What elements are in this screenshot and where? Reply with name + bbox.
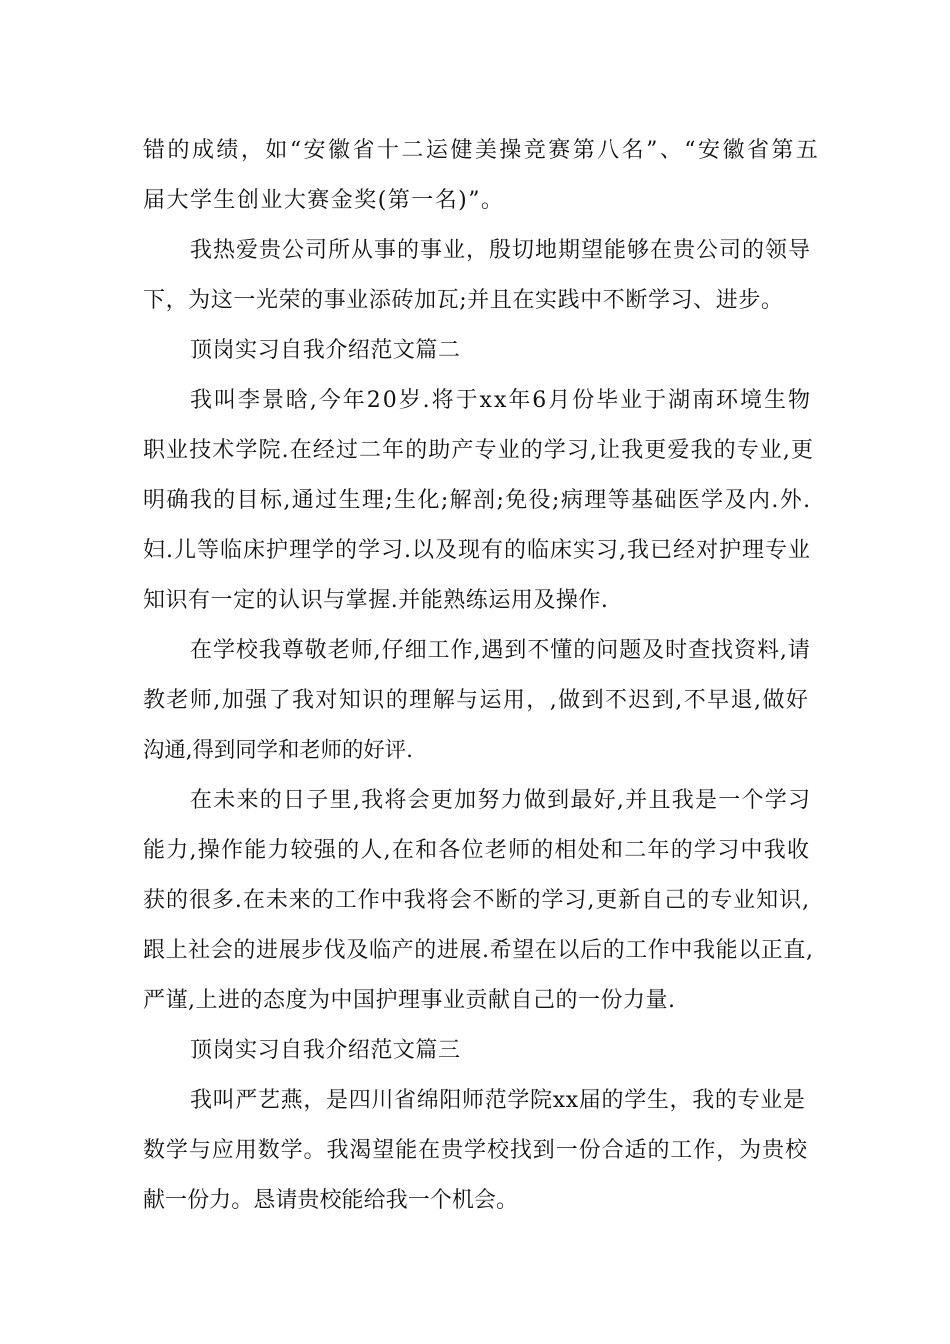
text-line-content: 能力,操作能力较强的人,在和各位老师的相处和二年的学习中我收 [143, 838, 811, 863]
text-line [0, 1086, 950, 1136]
text-line [0, 886, 950, 936]
section-heading [0, 336, 950, 386]
text-line-content: 跟上社会的进展步伐及临产的进展.希望在以后的工作中我能以正直, [143, 938, 814, 963]
text-line [0, 286, 950, 336]
text-line-content: 职业技术学院.在经过二年的助产专业的学习,让我更爱我的专业,更 [143, 438, 815, 463]
text-line-content: 明确我的目标,通过生理;生化;解剖;免役;病理等基础医学及内.外. [143, 488, 812, 513]
text-line [0, 136, 950, 186]
text-line [0, 586, 950, 636]
text-line [0, 536, 950, 586]
text-line-content: 获的很多.在未来的工作中我将会不断的学习,更新自己的专业知识, [143, 888, 811, 913]
text-line [0, 936, 950, 986]
text-line-content: 我热爱贵公司所从事的事业，殷切地期望能够在贵公司的领导 [190, 238, 812, 263]
section-heading [0, 1036, 950, 1086]
text-line-content: 下，为这一光荣的事业添砖加瓦;并且在实践中不断学习、进步。 [143, 288, 784, 313]
text-line-content: 严谨,上进的态度为中国护理事业贡献自己的一份力量. [143, 988, 676, 1013]
text-line-content: 知识有一定的认识与掌握.并能熟练运用及操作. [143, 588, 609, 613]
text-line [0, 1186, 950, 1236]
text-line-content: 沟通,得到同学和老师的好评. [143, 738, 413, 763]
text-line-content: 献一份力。恳请贵校能给我一个机会。 [143, 1188, 519, 1213]
text-line-content: 教老师,加强了我对知识的理解与运用，,做到不迟到,不早退,做好 [143, 688, 810, 713]
text-line [0, 786, 950, 836]
text-line [0, 636, 950, 686]
section-heading-text: 顶岗实习自我介绍范文篇三 [190, 1038, 461, 1063]
text-line [0, 1136, 950, 1186]
text-line-content: 届大学生创业大赛金奖(第一名)”。 [143, 188, 505, 213]
text-line-content: 错的成绩，如“安徽省十二运健美操竞赛第八名”、“安徽省第五 [143, 138, 821, 163]
text-line [0, 436, 950, 486]
text-line [0, 986, 950, 1036]
text-line [0, 486, 950, 536]
text-line-content: 妇.儿等临床护理学的学习.以及现有的临床实习,我已经对护理专业 [143, 538, 811, 563]
text-line [0, 736, 950, 786]
text-line-content: 在未来的日子里,我将会更加努力做到最好,并且我是一个学习 [190, 788, 812, 813]
text-line-content: 我叫李景晗,今年20岁.将于xx年6月份毕业于湖南环境生物 [190, 388, 812, 413]
text-line [0, 686, 950, 736]
text-line [0, 186, 950, 236]
section-heading-text: 顶岗实习自我介绍范文篇二 [190, 338, 461, 363]
text-line-content: 在学校我尊敬老师,仔细工作,遇到不懂的问题及时查找资料,请 [190, 638, 811, 663]
text-line [0, 386, 950, 436]
text-line [0, 836, 950, 886]
text-line-content: 我叫严艺燕，是四川省绵阳师范学院xx届的学生，我的专业是 [190, 1088, 806, 1113]
text-line [0, 236, 950, 286]
text-line-content: 数学与应用数学。我渴望能在贵学校找到一份合适的工作，为贵校 [143, 1138, 808, 1163]
